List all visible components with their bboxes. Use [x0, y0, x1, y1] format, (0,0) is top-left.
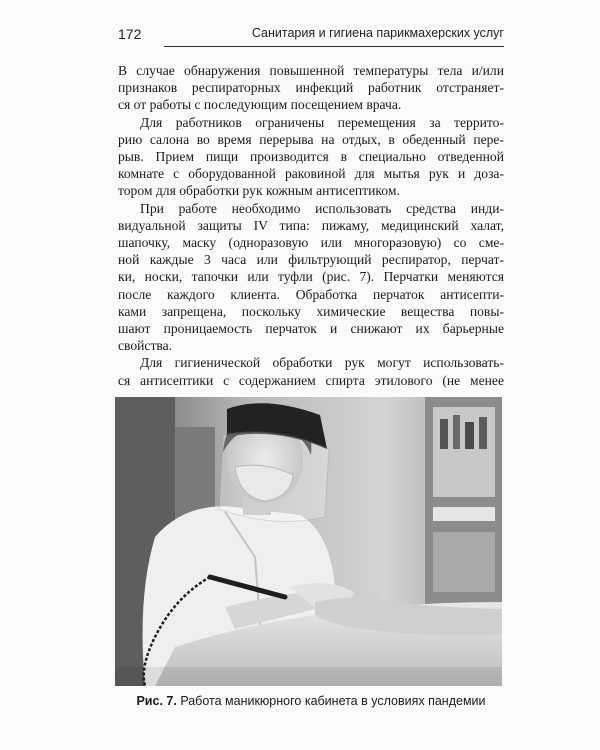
text-line: свойства.	[118, 338, 173, 354]
paragraph	[118, 62, 504, 114]
paragraph	[118, 354, 504, 388]
text-line: ками запрещена, поскольку химические вещества повы-	[118, 303, 504, 319]
body-text	[118, 62, 504, 389]
figure-caption	[118, 694, 504, 708]
page-header	[118, 24, 504, 46]
running-title: Санитария и гигиена парикмахерских услуг	[251, 26, 504, 40]
figure-label: Рис. 7.	[136, 694, 177, 708]
manicure-photo	[115, 397, 502, 686]
text-line: видуальной защиты IV типа: пижаму, медицинский халат,	[118, 217, 504, 233]
text-line: комнате с оборудованной раковиной для мытья рук и доза-	[118, 166, 504, 182]
text-line: шапочку, маску (одноразовую или многоразовую) со сме-	[118, 235, 504, 251]
text-line: признаков респираторных инфекций работник отстраняет-	[118, 80, 504, 96]
text-line: шают проницаемость перчаток и снижают их барьерные	[118, 321, 504, 337]
text-line: В случае обнаружения повышенной температуры тела и/или	[118, 63, 504, 78]
text-line: Для работников ограничены перемещения за террито-	[140, 114, 504, 130]
text-line: после каждого клиента. Обработка перчаток антисепти-	[118, 286, 504, 302]
header-rule	[164, 46, 504, 47]
paragraph	[118, 200, 504, 355]
text-line: ки, носки, тапочки или туфли (рис. 7). Перчатки меняются	[118, 269, 504, 285]
text-line: При работе необходимо использовать средства инди-	[140, 200, 504, 216]
paragraph	[118, 114, 504, 200]
text-line: ной каждые 3 часа или фильтрующий респиратор, перчат-	[118, 252, 504, 268]
text-line: Для гигиенической обработки рук могут использовать-	[140, 355, 504, 371]
text-line: рию салона во время перерыва на отдых, в обеденный пере-	[118, 131, 504, 147]
text-line: тором для обработки рук кожным антисептиком.	[118, 183, 400, 199]
text-line: ся от работы с последующим посещением врача.	[118, 97, 402, 113]
text-line: рыв. Прием пищи производится в специально отведенной	[118, 149, 504, 165]
figure-caption-text: Работа маникюрного кабинета в условиях пандемии	[180, 694, 486, 708]
text-line: ся антисептики с содержанием спирта этилового (не менее	[118, 372, 504, 388]
page-number: 172	[118, 26, 142, 42]
